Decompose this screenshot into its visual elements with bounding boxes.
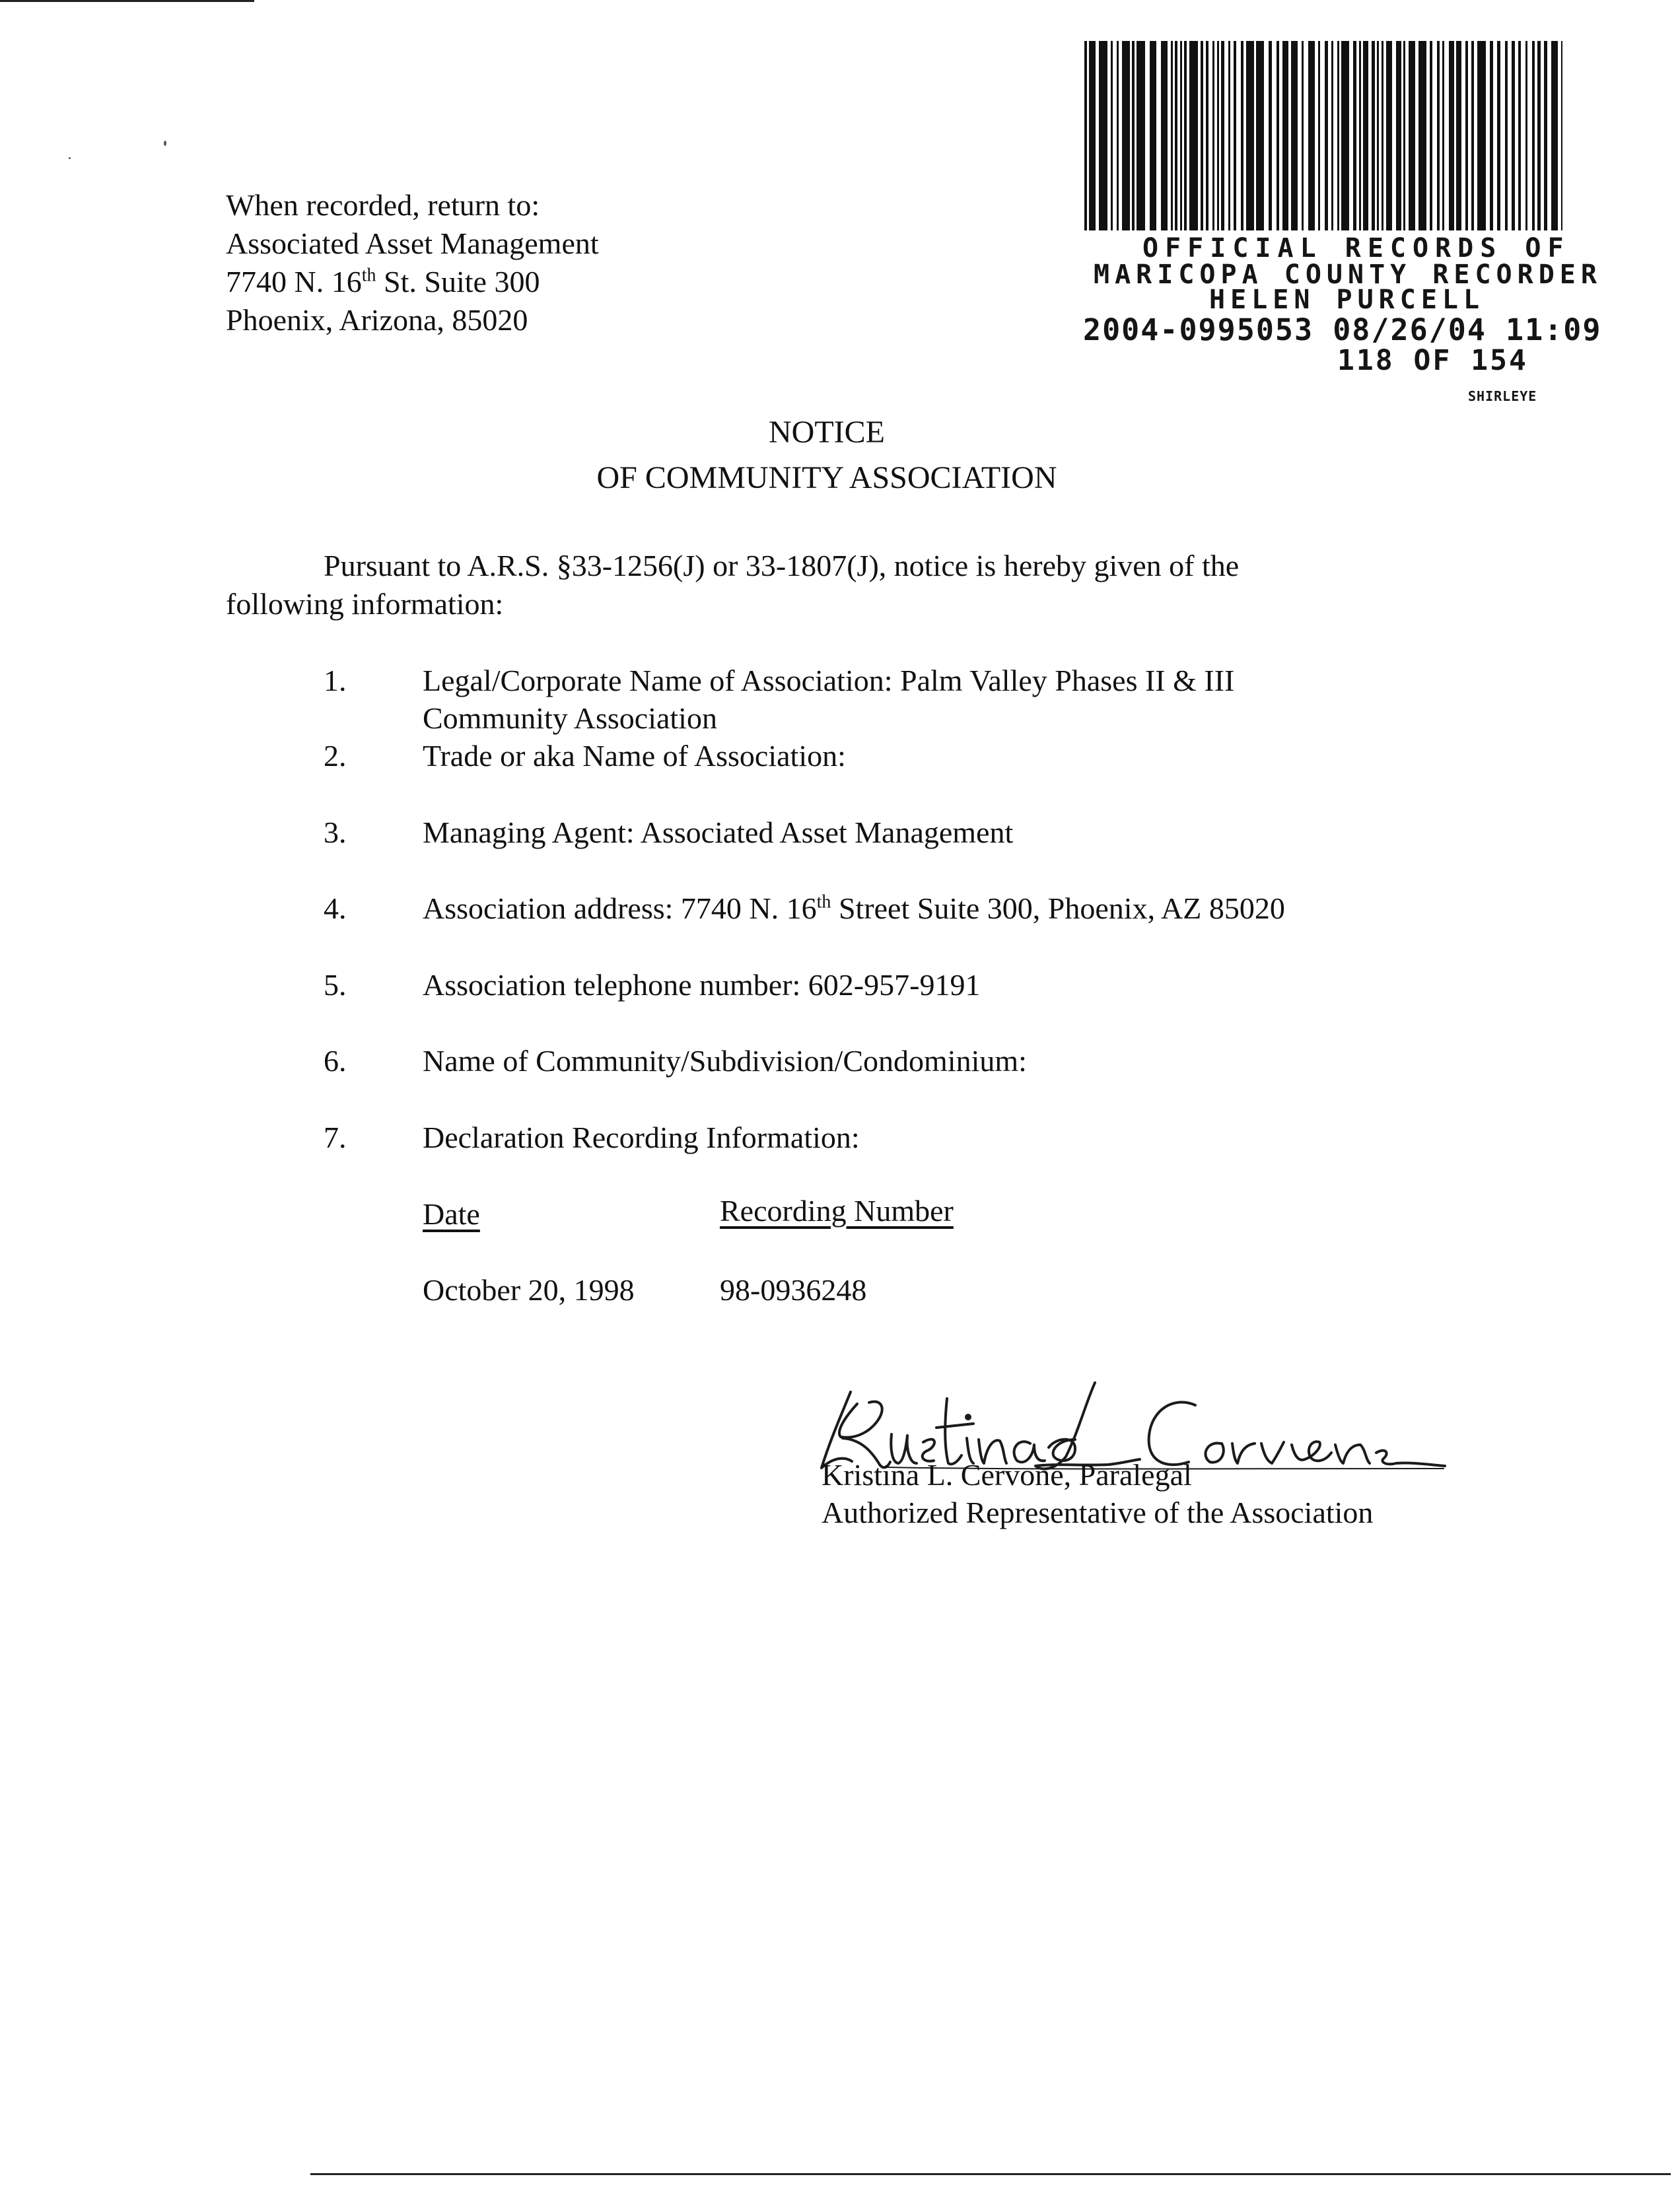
barcode-bar xyxy=(1184,41,1187,230)
barcode-bar xyxy=(1418,41,1426,230)
barcode-bar xyxy=(1282,41,1288,230)
item-number: 2. xyxy=(324,739,347,773)
barcode-bar xyxy=(1117,41,1119,230)
barcode-bar xyxy=(1122,41,1130,230)
return-address-line-3 xyxy=(226,263,599,301)
intro-line-2: following information: xyxy=(226,587,504,621)
return-address-line-4: Phoenix, Arizona, 85020 xyxy=(226,303,528,337)
ordinal-suffix: th xyxy=(816,891,831,913)
barcode-bar xyxy=(1561,41,1562,230)
barcode-bar xyxy=(1430,41,1432,230)
barcode-bar xyxy=(1477,41,1486,230)
barcode-bar xyxy=(1409,41,1415,230)
table-header-date: Date xyxy=(423,1197,480,1231)
address-prefix: Association address: 7740 N. 16 xyxy=(423,891,817,925)
barcode-bar xyxy=(1372,41,1375,230)
barcode-bar xyxy=(1221,41,1224,230)
barcode-bar xyxy=(1331,41,1333,230)
barcode-bar xyxy=(1382,41,1383,230)
barcode-bar xyxy=(1512,41,1515,230)
barcode-bar xyxy=(1217,41,1219,230)
barcode-bar xyxy=(1089,41,1096,230)
barcode-bar xyxy=(1246,41,1254,230)
return-address-street: 7740 N. 16 xyxy=(226,265,362,298)
barcode-bar xyxy=(1505,41,1508,230)
stamp-recording-number-date: 2004-0995053 08/26/04 11:09 xyxy=(1083,312,1602,347)
table-header-recording-number: Recording Number xyxy=(720,1194,954,1228)
barcode-bar xyxy=(1537,41,1541,230)
barcode-bar xyxy=(1269,41,1272,230)
document-title: NOTICE xyxy=(769,415,885,450)
item-trade-name: Trade or aka Name of Association: xyxy=(423,739,846,773)
table-cell-date: October 20, 1998 xyxy=(423,1273,635,1307)
barcode-bar xyxy=(1111,41,1113,230)
stamp-county-recorder: MARICOPA COUNTY RECORDER xyxy=(1094,260,1602,290)
barcode-bar xyxy=(1341,41,1349,230)
return-address-suite: St. Suite 300 xyxy=(376,265,540,298)
barcode-bar xyxy=(1490,41,1493,230)
barcode-bar xyxy=(1256,41,1264,230)
barcode-bar xyxy=(1099,41,1107,230)
item-legal-name-continued: Community Association xyxy=(423,701,717,735)
barcode-bar xyxy=(1518,41,1521,230)
barcode-bar xyxy=(1403,41,1405,230)
barcode-bar xyxy=(1497,41,1500,230)
scan-edge-bottom xyxy=(310,2173,1671,2175)
barcode-bar xyxy=(1180,41,1182,230)
stamp-clerk: SHIRLEYE xyxy=(1468,388,1537,404)
item-number: 7. xyxy=(324,1121,347,1154)
table-cell-recording-number: 98-0936248 xyxy=(720,1273,867,1307)
barcode-bar xyxy=(1212,41,1214,230)
barcode-bar xyxy=(1544,41,1547,230)
barcode-bar xyxy=(1234,41,1236,230)
barcode-bar xyxy=(1189,41,1198,230)
barcode-bar xyxy=(1377,41,1379,230)
item-number: 1. xyxy=(324,664,347,697)
barcode-bar xyxy=(1277,41,1279,230)
barcode-bar xyxy=(1228,41,1230,230)
item-legal-name: Legal/Corporate Name of Association: Palm Valley Phases II & III xyxy=(423,664,1235,697)
item-number: 6. xyxy=(324,1044,347,1078)
stamp-page-count: 118 OF 154 xyxy=(1337,344,1528,377)
barcode-bar xyxy=(1337,41,1339,230)
scan-speck xyxy=(164,141,166,146)
barcode-bar xyxy=(1302,41,1304,230)
barcode-bar xyxy=(1437,41,1440,230)
return-address-line-1: When recorded, return to: xyxy=(226,188,540,222)
recording-barcode xyxy=(1083,41,1565,230)
barcode-bar xyxy=(1551,41,1558,230)
address-suffix: Street Suite 300, Phoenix, AZ 85020 xyxy=(831,891,1285,925)
barcode-bar xyxy=(1386,41,1392,230)
item-association-address xyxy=(423,889,1285,928)
barcode-bar xyxy=(1442,41,1444,230)
barcode-bar xyxy=(1359,41,1361,230)
barcode-bar xyxy=(1532,41,1535,230)
barcode-bar xyxy=(1308,41,1315,230)
barcode-bar xyxy=(1291,41,1298,230)
intro-line-1: Pursuant to A.R.S. §33-1256(J) or 33-1807(J), notice is hereby given of the xyxy=(324,549,1240,582)
signer-role: Authorized Representative of the Association xyxy=(822,1496,1374,1529)
barcode-bar xyxy=(1150,41,1156,230)
stamp-recorder-name: HELEN PURCELL xyxy=(1209,285,1485,315)
barcode-bar xyxy=(1353,41,1356,230)
item-number: 4. xyxy=(324,891,347,925)
barcode-bar xyxy=(1449,41,1454,230)
item-community-name: Name of Community/Subdivision/Condominium: xyxy=(423,1044,1027,1078)
barcode-bar xyxy=(1363,41,1368,230)
barcode-bar xyxy=(1465,41,1468,230)
signer-name: Kristina L. Cervone, Paralegal xyxy=(822,1458,1192,1492)
return-address-block xyxy=(226,186,599,339)
barcode-bar xyxy=(1161,41,1168,230)
item-managing-agent: Managing Agent: Associated Asset Management xyxy=(423,816,1014,849)
barcode-bar xyxy=(1201,41,1203,230)
scan-speck xyxy=(69,157,71,159)
barcode-bar xyxy=(1175,41,1177,230)
item-telephone: Association telephone number: 602-957-9191 xyxy=(423,968,981,1002)
barcode-bar xyxy=(1084,41,1087,230)
barcode-bar xyxy=(1396,41,1401,230)
barcode-bar xyxy=(1137,41,1145,230)
document-subtitle: OF COMMUNITY ASSOCIATION xyxy=(596,460,1057,495)
stamp-official-records: OFFICIAL RECORDS OF xyxy=(1142,233,1570,263)
barcode-bar xyxy=(1206,41,1208,230)
barcode-bar xyxy=(1241,41,1243,230)
item-number: 5. xyxy=(324,968,347,1002)
barcode-bar xyxy=(1318,41,1320,230)
ordinal-suffix: th xyxy=(361,265,376,286)
barcode-bar xyxy=(1171,41,1173,230)
barcode-bar xyxy=(1325,41,1328,230)
scan-edge-top xyxy=(0,0,254,2)
item-declaration-info: Declaration Recording Information: xyxy=(423,1121,860,1154)
barcode-bar xyxy=(1132,41,1135,230)
return-address-line-2: Associated Asset Management xyxy=(226,226,599,260)
barcode-bar xyxy=(1525,41,1527,230)
barcode-bar xyxy=(1471,41,1474,230)
barcode-bar xyxy=(1456,41,1461,230)
item-number: 3. xyxy=(324,816,347,849)
